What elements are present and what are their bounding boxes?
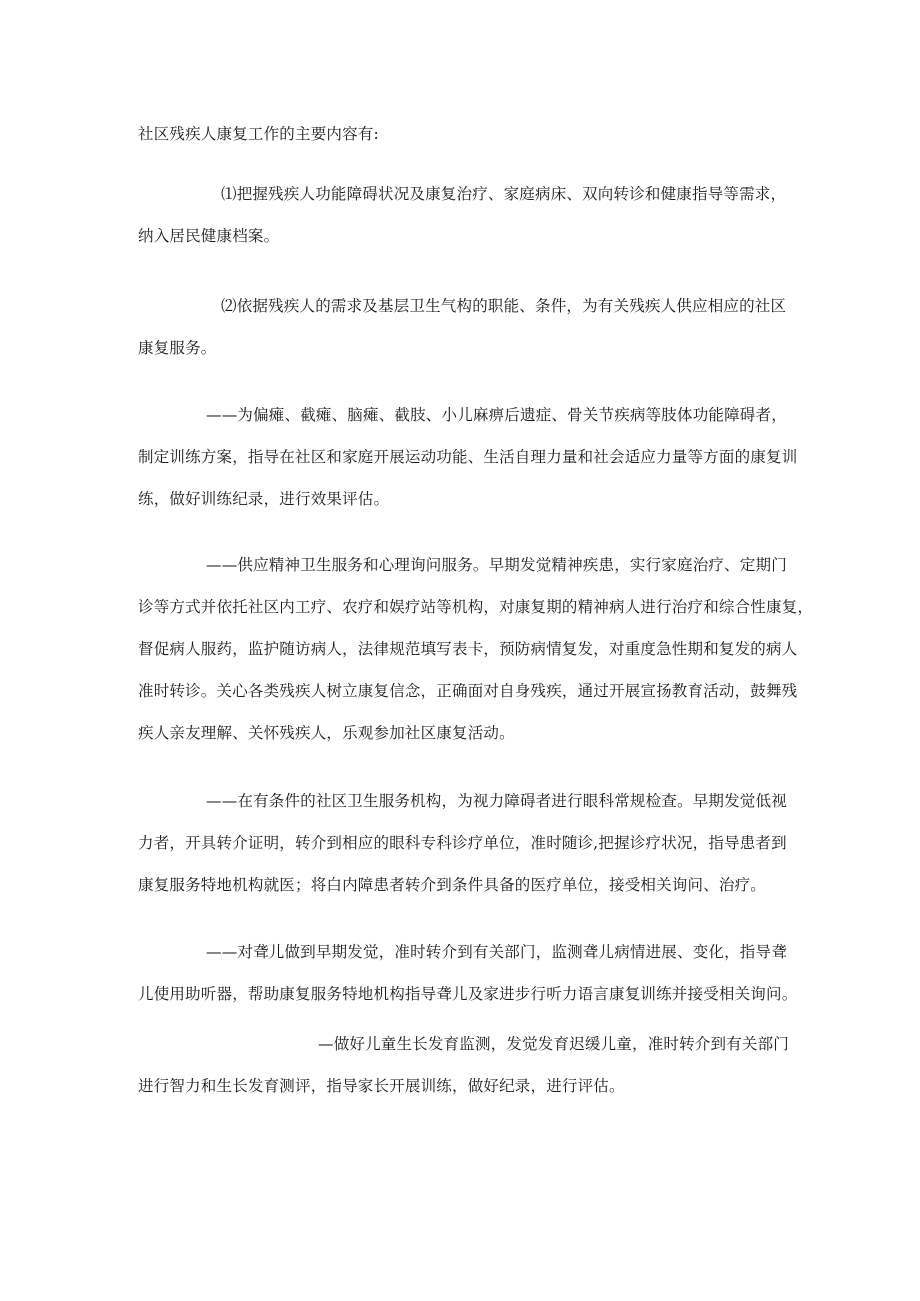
hearing-paragraph-line-1: ——对聋儿做到早期发觉，准时转介到有关部门，监测聋儿病情进展、变化，指导聋 [206, 943, 787, 961]
mental-paragraph-line-1: ——供应精神卫生服务和心理询问服务。早期发觉精神疾患，实行家庭治疗、定期门 [206, 556, 787, 574]
mental-paragraph-line-2: 诊等方式并依托社区内工疗、农疗和娱疗站等机构，对康复期的精神病人进行治疗和综合性康复， [138, 598, 814, 616]
intro-heading: 社区残疾人康复工作的主要内容有: [138, 125, 379, 143]
child-paragraph-line-1: —做好儿童生长发育监测，发觉发育迟缓儿童，准时转介到有关部门 [318, 1035, 790, 1053]
vision-paragraph-line-2: 力者，开具转介证明，转介到相应的眼科专科诊疗单位，准时随诊,把握诊疗状况，指导患者到 [138, 834, 787, 852]
item-1-line-2: 纳入居民健康档案。 [138, 227, 280, 245]
limb-paragraph-line-1: ——为偏瘫、截瘫、脑瘫、截肢、小儿麻痹后遗症、骨关节疾病等肢体功能障碍者， [206, 406, 787, 424]
mental-paragraph-line-5: 疾人亲友理解、关怀残疾人，乐观参加社区康复活动。 [138, 724, 515, 742]
mental-paragraph-line-3: 督促病人服药，监护随访病人，法律规范填写表卡，预防病情复发，对重度急性期和复发的病人 [138, 640, 798, 658]
limb-paragraph-line-3: 练，做好训练纪录，进行效果评估。 [138, 490, 390, 508]
item-1-line-1: ⑴把握残疾人功能障碍状况及康复治疗、家庭病床、双向转诊和健康指导等需求， [221, 185, 787, 203]
vision-paragraph-line-3: 康复服务特地机构就医；将白内障患者转介到条件具备的医疗单位，接受相关询问、治疗。 [138, 876, 767, 894]
limb-paragraph-line-2: 制定训练方案，指导在社区和家庭开展运动功能、生活自理力量和社会适应力量等方面的康复训 [138, 448, 798, 466]
vision-paragraph-line-1: ——在有条件的社区卫生服务机构，为视力障碍者进行眼科常规检查。早期发觉低视 [206, 792, 787, 810]
item-2-line-2: 康复服务。 [138, 339, 217, 357]
mental-paragraph-line-4: 准时转诊。关心各类残疾人树立康复信念，正确面对自身残疾，通过开展宣扬教育活动，鼓舞残 [138, 682, 798, 700]
child-paragraph-line-2: 进行智力和生长发育测评，指导家长开展训练，做好纪录，进行评估。 [138, 1077, 625, 1095]
item-2-line-1: ⑵依据残疾人的需求及基层卫生气构的职能、条件，为有关残疾人供应相应的社区 [221, 297, 787, 315]
hearing-paragraph-line-2: 儿使用助听器，帮助康复服务特地机构指导聋儿及家进步行听力语言康复训练并接受相关询问。 [138, 985, 798, 1003]
